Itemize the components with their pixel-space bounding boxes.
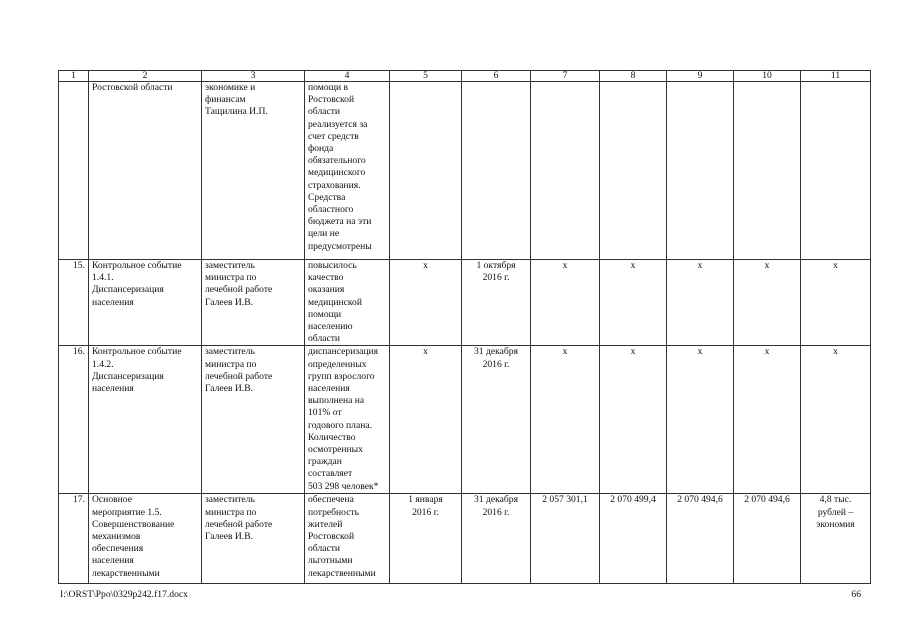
- note-cell: х: [801, 346, 871, 494]
- note-cell: х: [801, 260, 871, 346]
- value-cell: 2 070 494,6: [667, 494, 734, 584]
- value-cell: х: [734, 260, 801, 346]
- row-number: 15.: [59, 260, 89, 346]
- start-date-cell: х: [390, 346, 462, 494]
- value-cell: 2 070 494,6: [734, 494, 801, 584]
- file-path: I:\ORST\Ppo\0329p242.f17.docx: [60, 589, 188, 600]
- result-cell: повысилось качество оказания медицинской помощи населению области: [305, 260, 390, 346]
- table-row: [59, 82, 871, 260]
- end-date-cell: 1 октября 2016 г.: [462, 260, 531, 346]
- table-row: [59, 346, 871, 494]
- start-date-cell: х: [390, 260, 462, 346]
- end-date-cell: 31 декабря 2016 г.: [462, 494, 531, 584]
- row-number: [59, 82, 89, 260]
- value-cell: [734, 82, 801, 260]
- table-row: [59, 260, 871, 346]
- header-cell: 4: [305, 71, 390, 82]
- value-cell: 2 070 499,4: [600, 494, 667, 584]
- responsible-cell: заместитель министра по лечебной работе Галеев И.В.: [202, 260, 305, 346]
- event-cell: Основное мероприятие 1.5. Совершенствование механизмов обеспечения населения лекарственными: [89, 494, 202, 584]
- value-cell: [600, 82, 667, 260]
- header-cell: 3: [202, 71, 305, 82]
- event-cell: Ростовской области: [89, 82, 202, 260]
- result-cell: диспансеризация определенных групп взрослого населения выполнена на 101% от годового плана. Количество осмотренных граждан составляет 503 298 человек*: [305, 346, 390, 494]
- value-cell: [531, 82, 600, 260]
- header-cell: 6: [462, 71, 531, 82]
- end-date-cell: [462, 82, 531, 260]
- header-cell: 10: [734, 71, 801, 82]
- responsible-cell: заместитель министра по лечебной работе Галеев И.В.: [202, 494, 305, 584]
- value-cell: х: [667, 346, 734, 494]
- note-cell: 4,8 тыс. рублей – экономия: [801, 494, 871, 584]
- result-cell: помощи в Ростовской области реализуется за счет средств фонда обязательного медицинского страхования. Средства областного бюджета на эти цели не предусмотрены: [305, 82, 390, 260]
- note-cell: [801, 82, 871, 260]
- header-cell: 11: [801, 71, 871, 82]
- start-date-cell: 1 января 2016 г.: [390, 494, 462, 584]
- row-number: 17.: [59, 494, 89, 584]
- value-cell: х: [667, 260, 734, 346]
- row-number: 16.: [59, 346, 89, 494]
- event-cell: Контрольное событие 1.4.2. Диспансеризация населения: [89, 346, 202, 494]
- start-date-cell: [390, 82, 462, 260]
- result-cell: обеспечена потребность жителей Ростовской области льготными лекарственными: [305, 494, 390, 584]
- header-cell: 9: [667, 71, 734, 82]
- value-cell: х: [600, 346, 667, 494]
- plan-table: [58, 70, 871, 584]
- column-number-row: [59, 71, 871, 82]
- value-cell: [667, 82, 734, 260]
- responsible-cell: заместитель министра по лечебной работе Галеев И.В.: [202, 346, 305, 494]
- event-cell: Контрольное событие 1.4.1. Диспансеризация населения: [89, 260, 202, 346]
- value-cell: 2 057 301,1: [531, 494, 600, 584]
- header-cell: 2: [89, 71, 202, 82]
- end-date-cell: 31 декабря 2016 г.: [462, 346, 531, 494]
- table-row: [59, 494, 871, 584]
- header-cell: 8: [600, 71, 667, 82]
- header-cell: 5: [390, 71, 462, 82]
- value-cell: х: [734, 346, 801, 494]
- header-cell: 7: [531, 71, 600, 82]
- responsible-cell: экономике и финансам Тащилина И.П.: [202, 82, 305, 260]
- value-cell: х: [600, 260, 667, 346]
- page-number: 66: [851, 589, 861, 600]
- value-cell: х: [531, 260, 600, 346]
- value-cell: х: [531, 346, 600, 494]
- header-cell: 1: [59, 71, 89, 82]
